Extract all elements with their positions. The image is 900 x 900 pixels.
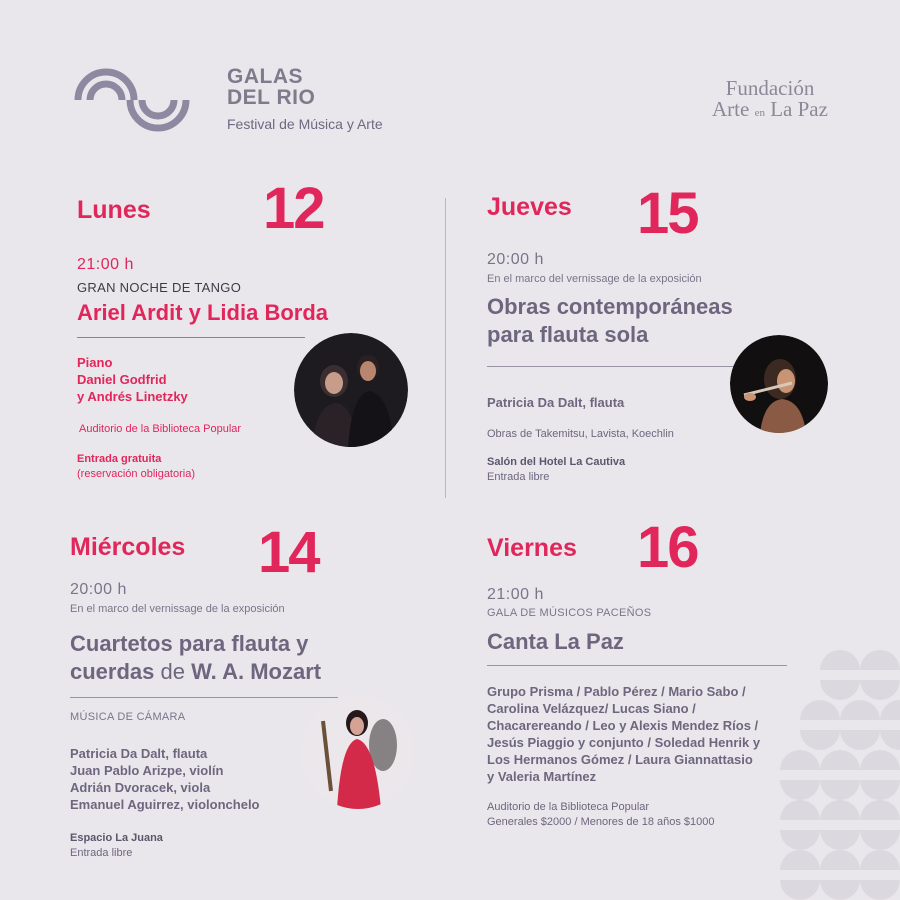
event-miercoles-performer: Adrián Dvoracek, viola — [70, 780, 211, 795]
event-viernes-number: 16 — [637, 515, 698, 580]
event-miercoles-title-word: cuerdas — [70, 659, 155, 684]
festival-name — [227, 66, 315, 108]
event-miercoles-photo — [301, 695, 415, 809]
event-miercoles-performer: Emanuel Aguirrez, violonchelo — [70, 797, 260, 812]
column-divider — [445, 198, 446, 498]
event-lunes-title: Ariel Ardit y Lidia Borda — [77, 300, 329, 325]
event-jueves-title-line: Obras contemporáneas — [487, 294, 733, 319]
event-viernes-day: Viernes — [487, 534, 577, 562]
event-viernes-venue: Auditorio de la Biblioteca Popular — [487, 801, 650, 813]
event-jueves-entry: Entrada libre — [487, 471, 550, 483]
sponsor-word-lapaz: La Paz — [770, 97, 828, 121]
event-viernes-lineup-line: y Valeria Martínez — [487, 769, 597, 784]
event-jueves-venue: Salón del Hotel La Cautiva — [487, 456, 626, 468]
brand-line-1: GALAS — [227, 65, 303, 88]
event-lunes-venue: Auditorio de la Biblioteca Popular — [79, 423, 242, 435]
event-viernes-eyebrow: GALA DE MÚSICOS PACEÑOS — [487, 607, 652, 619]
festival-tagline: Festival de Música y Arte — [227, 116, 383, 132]
event-viernes-time: 21:00 h — [487, 586, 544, 603]
event-lunes-day: Lunes — [77, 196, 151, 224]
event-jueves-title-line: para flauta sola — [487, 322, 649, 347]
event-miercoles-title-word: de — [160, 659, 185, 684]
event-jueves-works: Obras de Takemitsu, Lavista, Koechlin — [487, 428, 674, 440]
event-jueves-performer: Patricia Da Dalt, flauta — [487, 395, 625, 410]
event-miercoles-day: Miércoles — [70, 533, 186, 561]
event-lunes-credit: Daniel Godfrid — [77, 372, 167, 387]
event-miercoles-time: 20:00 h — [70, 581, 127, 598]
event-miercoles-venue-block — [70, 831, 163, 861]
event-viernes-lineup-line: Carolina Velázquez/ Lucas Siano / — [487, 701, 696, 716]
event-miercoles-performer: Patricia Da Dalt, flauta — [70, 746, 208, 761]
event-jueves-venue-block — [487, 455, 625, 485]
event-jueves-day: Jueves — [487, 193, 572, 221]
event-miercoles-title-word: W. A. Mozart — [191, 659, 322, 684]
event-viernes-prices: Generales $2000 / Menores de 18 años $1000 — [487, 816, 715, 828]
event-lunes-entry — [77, 452, 195, 482]
sponsor-logo — [700, 78, 840, 124]
sponsor-line-1: Fundación — [725, 76, 815, 100]
event-lunes-rule — [77, 337, 305, 338]
event-viernes-title: Canta La Paz — [487, 629, 624, 654]
decorative-wave-pattern-icon — [780, 640, 900, 900]
event-lunes-eyebrow: GRAN NOCHE DE TANGO — [77, 280, 242, 295]
event-viernes-lineup-line: Grupo Prisma / Pablo Pérez / Mario Sabo / — [487, 684, 746, 699]
event-miercoles-number: 14 — [258, 520, 319, 585]
event-viernes-venue-block — [487, 800, 715, 830]
event-miercoles-performer: Juan Pablo Arizpe, violín — [70, 763, 224, 778]
event-viernes-lineup — [487, 683, 760, 785]
event-miercoles-entry: Entrada libre — [70, 847, 133, 859]
event-miercoles-rule — [70, 697, 338, 698]
event-miercoles-performers — [70, 745, 260, 813]
event-lunes-entry-line: (reservación obligatoria) — [77, 468, 195, 480]
event-lunes-entry-line: Entrada gratuita — [77, 453, 162, 465]
event-lunes-credit: y Andrés Linetzky — [77, 389, 188, 404]
event-jueves-note: En el marco del vernissage de la exposición — [487, 273, 702, 285]
event-viernes-rule — [487, 665, 787, 666]
event-miercoles-eyebrow: MÚSICA DE CÁMARA — [70, 711, 186, 723]
brand-line-2: DEL RIO — [227, 86, 316, 109]
event-viernes-lineup-line: Chacarereando / Leo y Alexis Mendez Ríos / — [487, 718, 759, 733]
event-jueves-title — [487, 293, 733, 349]
event-lunes-credit: Piano — [77, 355, 113, 370]
event-jueves-number: 15 — [637, 181, 698, 246]
event-viernes-lineup-line: Jesús Piaggio y conjunto / Soledad Henrik y — [487, 735, 761, 750]
event-jueves-photo — [730, 335, 828, 433]
event-jueves-time: 20:00 h — [487, 251, 544, 268]
event-lunes-photo — [294, 333, 408, 447]
event-miercoles-title — [70, 630, 321, 686]
event-viernes-lineup-line: Los Hermanos Gómez / Laura Giannattasio — [487, 752, 753, 767]
sponsor-word-en: en — [754, 107, 765, 119]
sponsor-word-arte: Arte — [712, 97, 750, 121]
event-miercoles-venue: Espacio La Juana — [70, 832, 163, 844]
festival-logo-icon — [72, 58, 192, 142]
event-lunes-time: 21:00 h — [77, 256, 134, 273]
event-lunes-number: 12 — [263, 176, 324, 241]
event-miercoles-note: En el marco del vernissage de la exposición — [70, 603, 285, 615]
event-lunes-credits — [77, 354, 188, 405]
event-miercoles-title-line: Cuartetos para flauta y — [70, 631, 309, 656]
event-jueves-rule — [487, 366, 737, 367]
